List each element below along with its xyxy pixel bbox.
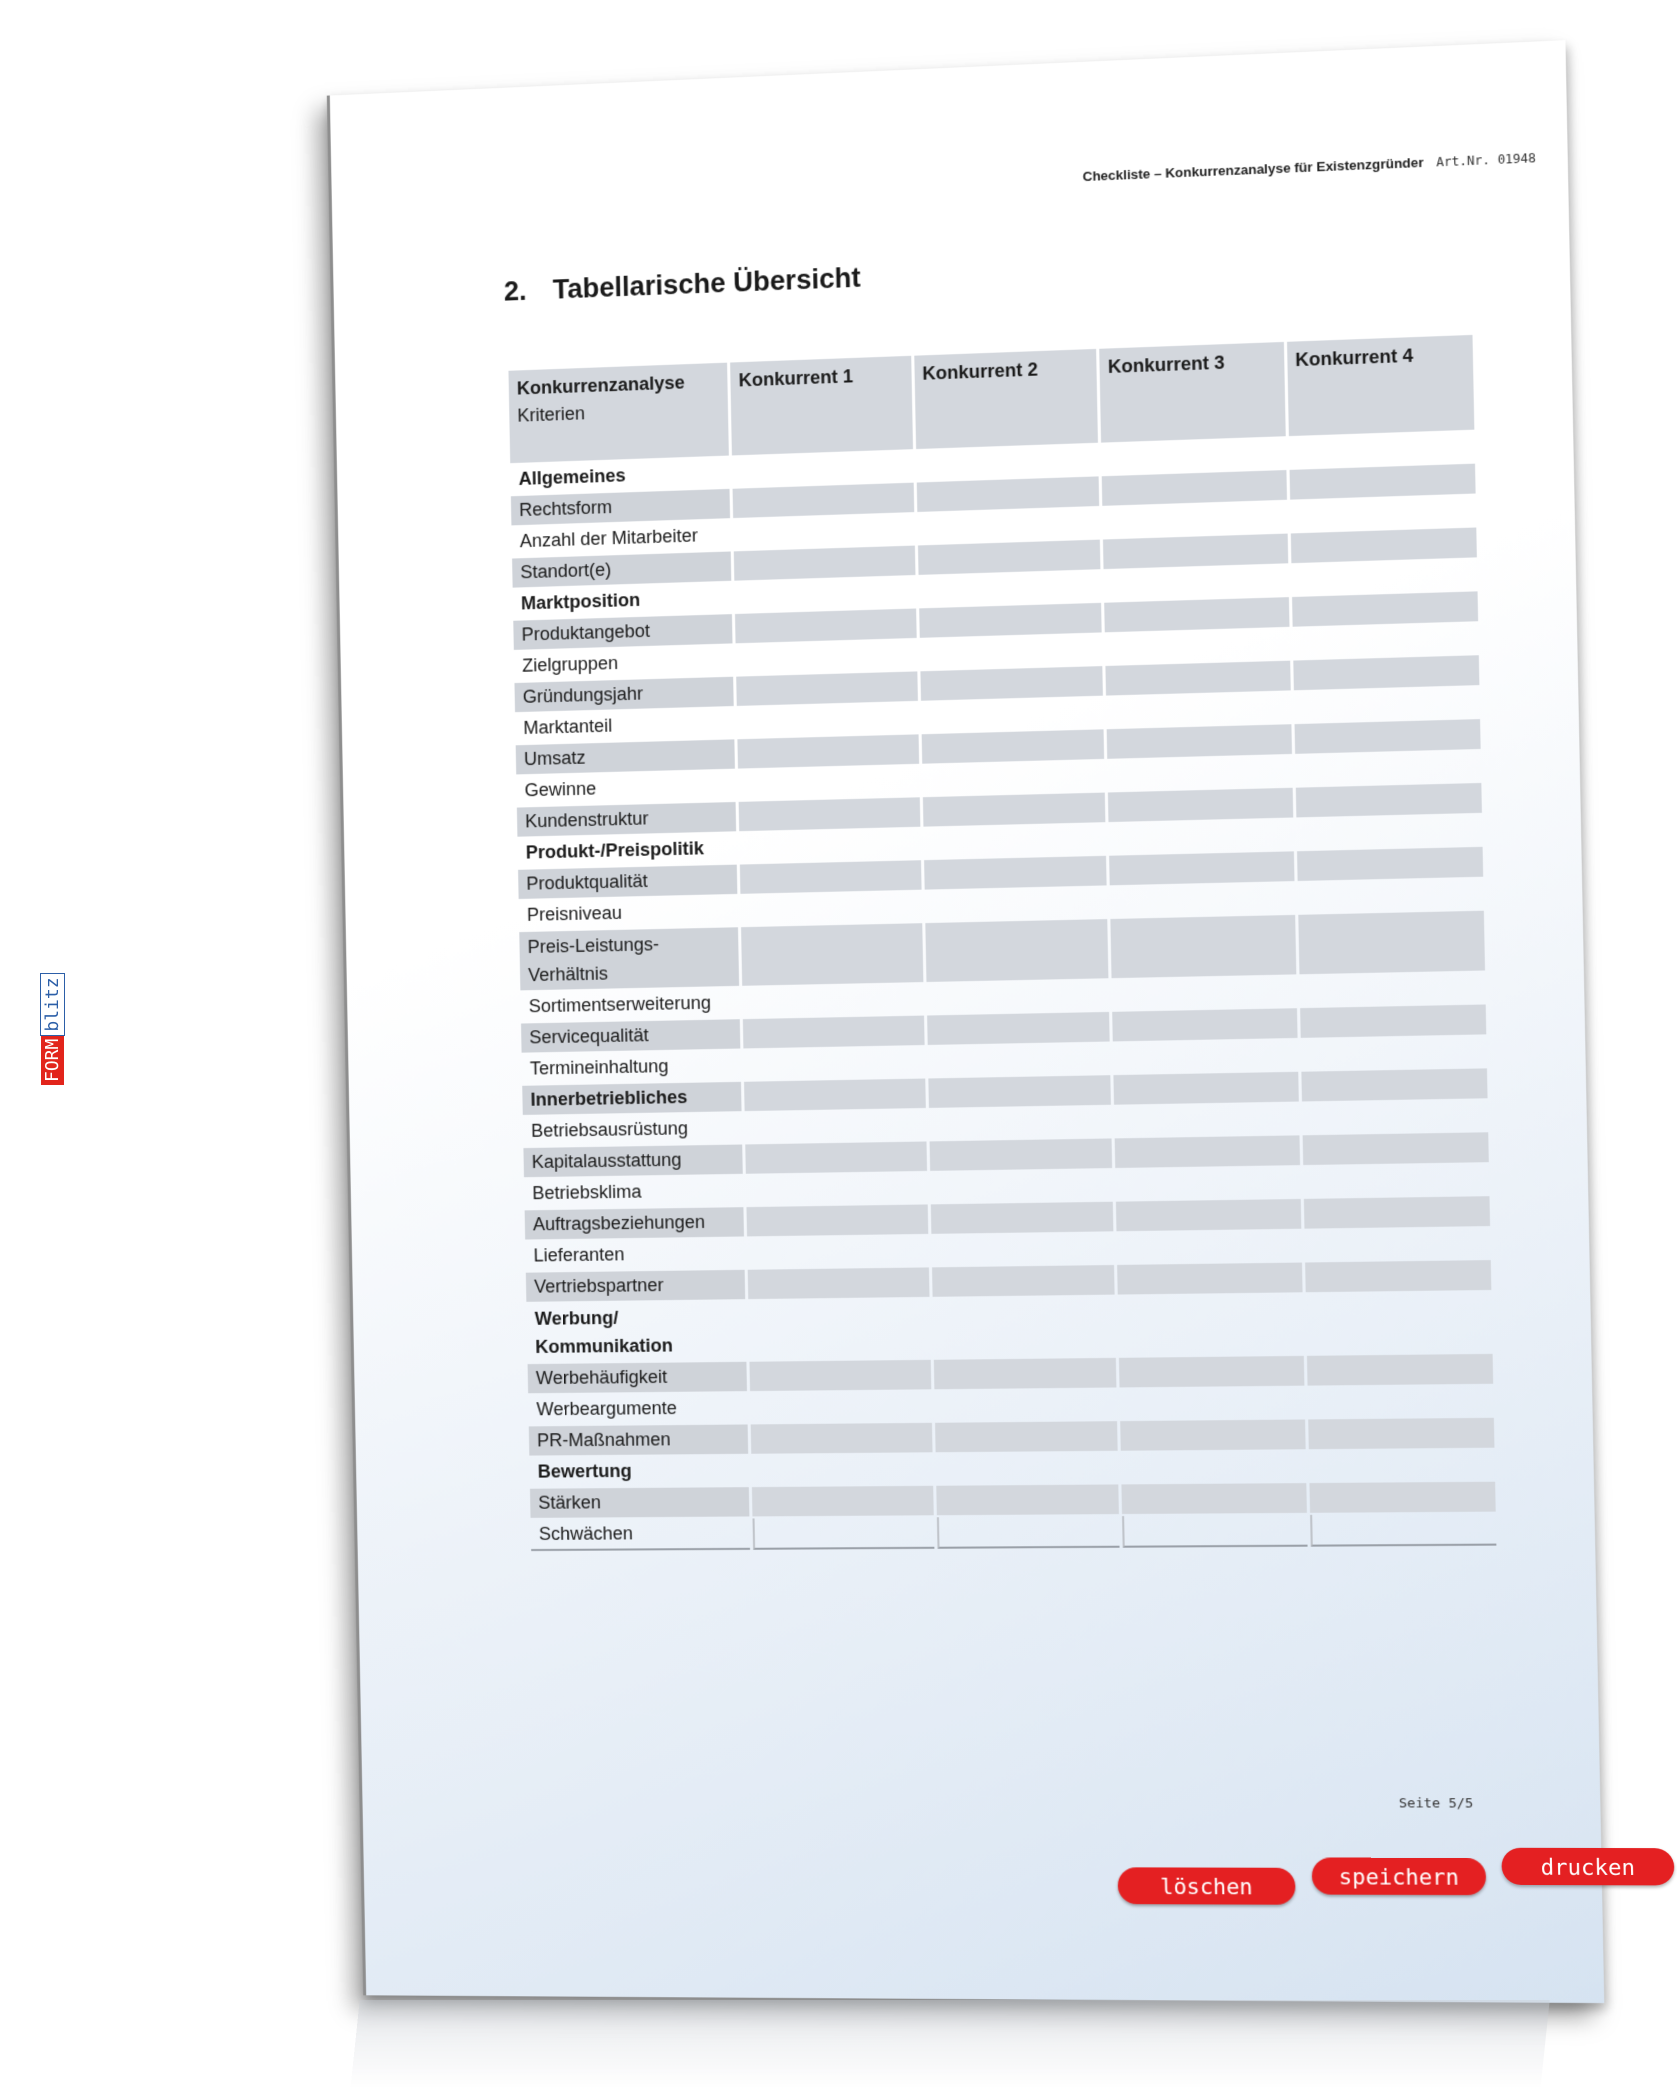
criteria-label: Gründungsjahr <box>514 677 733 712</box>
competitor-2-cell[interactable] <box>930 1170 1113 1202</box>
competitor-4-cell[interactable] <box>1295 751 1482 786</box>
competitor-3-cell[interactable] <box>1121 1451 1306 1482</box>
competitor-3-cell[interactable] <box>1120 1419 1305 1450</box>
criteria-label: Marktanteil <box>523 715 613 739</box>
criteria-header-title: Konkurrenzanalyse <box>516 372 685 399</box>
competitor-1-cell[interactable] <box>739 829 920 863</box>
article-number: Art.Nr. 01948 <box>1436 150 1536 170</box>
competitor-2-cell[interactable] <box>921 729 1104 763</box>
criteria-label: Kapitalausstattung <box>523 1145 742 1178</box>
criteria-label: Werbeargumente <box>536 1397 678 1420</box>
competitor-1-cell[interactable] <box>746 1173 927 1205</box>
competitor-3-cell[interactable] <box>1115 1167 1300 1199</box>
competitor-4-cell[interactable] <box>1303 1164 1490 1197</box>
competitor-4-cell[interactable] <box>1294 719 1481 754</box>
competitor-2-cell[interactable] <box>921 698 1104 733</box>
competitor-3-cell[interactable] <box>1113 1040 1298 1073</box>
page-number: Seite 5/5 <box>1398 1796 1474 1812</box>
competitor-3-cell[interactable] <box>1107 756 1292 790</box>
criteria-label: Umsatz <box>516 739 735 774</box>
competitor-2-cell[interactable] <box>925 919 1109 982</box>
criteria-label: Marktposition <box>520 589 641 614</box>
criteria-label: Allgemeines <box>518 465 626 489</box>
criteria-label: Betriebsausrüstung <box>530 1118 689 1141</box>
competitor-2-cell[interactable] <box>917 540 1100 575</box>
competitor-1-cell[interactable] <box>745 1110 926 1142</box>
competitor-3-cell[interactable] <box>1102 470 1287 506</box>
competitor-2-cell[interactable] <box>927 1044 1110 1077</box>
competitor-2-cell[interactable] <box>919 634 1102 669</box>
criteria-label: Gewinne <box>524 778 597 801</box>
table-row <box>526 1292 1492 1362</box>
competitor-2-cell[interactable] <box>926 980 1109 1013</box>
competitor-4-cell[interactable] <box>1290 527 1477 563</box>
competitor-2-cell[interactable] <box>920 666 1103 701</box>
competitor-4-cell[interactable] <box>1288 432 1475 468</box>
competitor-3-cell[interactable] <box>1110 915 1295 978</box>
table-row <box>529 1418 1495 1456</box>
document-header <box>1043 150 1536 186</box>
competitor-2-cell[interactable] <box>931 1233 1114 1265</box>
competitor-1-cell[interactable] <box>751 1423 932 1454</box>
competitor-3-cell[interactable] <box>1115 1135 1300 1168</box>
criteria-label: Produkt-/Preispolitik <box>525 838 705 863</box>
table-row <box>529 1450 1495 1487</box>
competitor-3-cell[interactable] <box>1121 1483 1306 1514</box>
competitor-3-cell[interactable] <box>1108 788 1293 822</box>
competitor-4-cell[interactable] <box>1290 496 1477 532</box>
competitor-3-cell[interactable] <box>1119 1356 1304 1388</box>
competitor-2-cell[interactable] <box>928 1107 1111 1140</box>
delete-button[interactable]: löschen <box>1117 1867 1295 1904</box>
competitor-4-cell[interactable] <box>1291 559 1478 595</box>
criteria-label: Lieferanten <box>533 1244 625 1266</box>
competitor-4-cell[interactable] <box>1299 973 1486 1007</box>
competitor-1-cell[interactable] <box>743 1047 924 1080</box>
competitor-1-cell[interactable] <box>732 451 913 487</box>
competitor-2-cell[interactable] <box>930 1202 1113 1234</box>
competitor-4-cell[interactable] <box>1301 1100 1488 1133</box>
criteria-label: Produktangebot <box>513 614 732 650</box>
table-row <box>530 1482 1496 1518</box>
criteria-label: Zielgruppen <box>522 652 619 676</box>
section-title: Tabellarische Übersicht <box>552 262 861 305</box>
competitor-1-cell[interactable] <box>749 1360 930 1391</box>
table-row <box>531 1514 1497 1551</box>
logo-blitz-part: blitz <box>40 973 65 1035</box>
document-page <box>327 40 1636 2003</box>
competitor-4-cell[interactable] <box>1292 591 1479 626</box>
competitor-1-cell[interactable] <box>741 923 923 986</box>
competitor-1-cell[interactable] <box>734 546 915 581</box>
competitor-3-cell[interactable] <box>1112 1008 1297 1041</box>
competitor-1-cell[interactable] <box>748 1267 929 1299</box>
competitor-2-cell[interactable] <box>922 761 1105 795</box>
competitor-3-cell[interactable] <box>1104 565 1289 600</box>
competitor-1-cell[interactable] <box>751 1454 932 1485</box>
competitor-3-cell[interactable] <box>1117 1231 1302 1263</box>
competitor-3-cell[interactable] <box>1116 1199 1301 1231</box>
competitor-1-cell[interactable] <box>740 892 921 925</box>
competitor-3-cell[interactable] <box>1106 692 1291 727</box>
competitor-1-cell[interactable] <box>752 1517 933 1550</box>
competitor-4-cell[interactable] <box>1305 1292 1492 1354</box>
competitor-1-cell[interactable] <box>739 797 920 831</box>
competitor-2-cell[interactable] <box>933 1358 1116 1389</box>
criteria-header-subtitle: Kriterien <box>517 403 586 426</box>
criteria-label: Preis-Leistungs-Verhältnis <box>519 927 739 990</box>
criteria-label: Stärken <box>530 1487 749 1518</box>
criteria-label: PR-Maßnahmen <box>529 1424 748 1455</box>
competitor-1-cell[interactable] <box>748 1299 930 1360</box>
criteria-label: Kundenstruktur <box>517 802 736 837</box>
competitor-1-cell[interactable] <box>742 984 923 1017</box>
competitor-3-cell[interactable] <box>1102 502 1287 538</box>
competitor-4-header: Konkurrent 4 <box>1287 335 1475 436</box>
competitor-3-cell[interactable] <box>1101 438 1286 474</box>
save-button[interactable]: speichern <box>1312 1858 1487 1896</box>
competitor-2-cell[interactable] <box>934 1390 1117 1421</box>
competitor-analysis-table <box>505 333 1499 1553</box>
competitor-3-cell[interactable] <box>1103 534 1288 570</box>
competitor-2-cell[interactable] <box>917 508 1100 543</box>
competitor-2-cell[interactable] <box>924 887 1107 921</box>
competitor-2-cell[interactable] <box>935 1453 1118 1484</box>
competitor-1-cell[interactable] <box>738 766 919 800</box>
competitor-2-header: Konkurrent 2 <box>914 349 1098 449</box>
competitor-3-cell[interactable] <box>1118 1294 1303 1355</box>
competitor-1-cell[interactable] <box>734 577 915 612</box>
criteria-label: Schwächen <box>531 1518 750 1551</box>
criteria-label: Innerbetriebliches <box>522 1082 741 1115</box>
criteria-header <box>508 363 728 463</box>
competitor-4-cell[interactable] <box>1309 1482 1496 1513</box>
competitor-4-cell[interactable] <box>1292 623 1479 658</box>
competitor-2-cell[interactable] <box>923 824 1106 858</box>
criteria-label: Werbehäufigkeit <box>528 1362 747 1393</box>
criteria-label: Termineinhaltung <box>529 1055 669 1079</box>
competitor-4-cell[interactable] <box>1310 1514 1497 1547</box>
competitor-2-cell[interactable] <box>929 1138 1112 1170</box>
competitor-1-cell[interactable] <box>737 734 918 768</box>
competitor-2-cell[interactable] <box>935 1421 1118 1452</box>
competitor-1-cell[interactable] <box>740 860 921 894</box>
competitor-4-cell[interactable] <box>1306 1354 1493 1386</box>
competitor-2-cell[interactable] <box>918 571 1101 606</box>
competitor-1-cell[interactable] <box>743 1016 924 1049</box>
competitor-1-cell[interactable] <box>745 1141 926 1173</box>
logo-form-part: FORM <box>41 1036 64 1085</box>
competitor-2-cell[interactable] <box>927 1012 1110 1045</box>
competitor-1-cell[interactable] <box>747 1236 928 1268</box>
competitor-4-cell[interactable] <box>1300 1036 1487 1069</box>
competitor-4-cell[interactable] <box>1304 1228 1491 1260</box>
criteria-label: Bewertung <box>537 1460 632 1482</box>
competitor-1-cell[interactable] <box>733 483 914 518</box>
criteria-label: Vertriebspartner <box>526 1270 745 1302</box>
formblitz-logo <box>42 973 63 1085</box>
competitor-4-cell[interactable] <box>1300 1004 1487 1037</box>
section-heading <box>504 262 861 307</box>
criteria-label: Produktqualität <box>518 865 737 899</box>
competitor-3-cell[interactable] <box>1105 661 1290 696</box>
table-body <box>510 432 1496 1551</box>
page-reflection <box>350 2000 1549 2090</box>
competitor-4-cell[interactable] <box>1297 847 1484 881</box>
competitor-1-cell[interactable] <box>746 1204 927 1236</box>
criteria-label: Betriebsklima <box>532 1181 642 1204</box>
competitor-3-cell[interactable] <box>1104 597 1289 632</box>
competitor-4-cell[interactable] <box>1303 1196 1490 1228</box>
competitor-4-cell[interactable] <box>1289 464 1476 500</box>
competitor-1-cell[interactable] <box>737 703 918 737</box>
competitor-4-cell[interactable] <box>1298 911 1485 975</box>
print-button[interactable]: drucken <box>1501 1848 1674 1886</box>
section-number: 2. <box>503 275 527 307</box>
competitor-4-cell[interactable] <box>1308 1418 1495 1449</box>
competitor-1-cell[interactable] <box>750 1391 931 1422</box>
criteria-label: Preisniveau <box>526 902 623 925</box>
criteria-label: Standort(e) <box>512 551 731 587</box>
competitor-2-cell[interactable] <box>932 1297 1116 1358</box>
competitor-1-header: Konkurrent 1 <box>730 356 912 456</box>
criteria-label: Rechtsform <box>511 489 730 526</box>
competitor-3-cell[interactable] <box>1109 820 1294 854</box>
competitor-3-cell[interactable] <box>1117 1263 1302 1295</box>
competitor-3-cell[interactable] <box>1122 1515 1307 1548</box>
competitor-3-cell[interactable] <box>1110 883 1295 917</box>
competitor-4-cell[interactable] <box>1293 687 1480 722</box>
competitor-3-cell[interactable] <box>1114 1104 1299 1137</box>
competitor-2-cell[interactable] <box>922 793 1105 827</box>
competitor-4-cell[interactable] <box>1305 1260 1492 1292</box>
competitor-3-cell[interactable] <box>1120 1388 1305 1419</box>
competitor-3-cell[interactable] <box>1113 1072 1298 1105</box>
criteria-label: Werbung/ Kommunikation <box>534 1307 674 1358</box>
competitor-4-cell[interactable] <box>1307 1386 1494 1418</box>
competitor-2-cell[interactable] <box>936 1516 1119 1549</box>
competitor-1-cell[interactable] <box>736 671 917 706</box>
competitor-1-cell[interactable] <box>744 1079 925 1112</box>
competitor-4-cell[interactable] <box>1308 1450 1495 1481</box>
competitor-2-cell[interactable] <box>928 1075 1111 1108</box>
criteria-label: Anzahl der Mitarbeiter <box>519 525 699 552</box>
competitor-1-cell[interactable] <box>752 1486 933 1517</box>
competitor-2-cell[interactable] <box>932 1265 1115 1297</box>
criteria-label: Auftragsbeziehungen <box>525 1207 744 1239</box>
criteria-label: Servicequalität <box>521 1019 740 1052</box>
competitor-1-cell[interactable] <box>735 609 916 644</box>
competitor-1-cell[interactable] <box>733 514 914 549</box>
competitor-2-cell[interactable] <box>916 476 1099 512</box>
document-title: Checkliste – Konkurrenzanalyse für Existenzgründer <box>1082 154 1424 185</box>
competitor-4-cell[interactable] <box>1302 1132 1489 1165</box>
criteria-label: Sortimentserweiterung <box>528 992 712 1017</box>
competitor-4-cell[interactable] <box>1295 783 1482 817</box>
competitor-4-cell[interactable] <box>1296 815 1483 849</box>
competitor-3-cell[interactable] <box>1105 629 1290 664</box>
competitor-2-cell[interactable] <box>924 856 1107 890</box>
competitor-4-cell[interactable] <box>1297 879 1484 913</box>
competitor-4-cell[interactable] <box>1293 655 1480 690</box>
competitor-2-cell[interactable] <box>919 603 1102 638</box>
competitor-2-cell[interactable] <box>916 445 1099 481</box>
competitor-4-cell[interactable] <box>1301 1068 1488 1101</box>
competitor-2-cell[interactable] <box>936 1484 1119 1515</box>
competitor-3-cell[interactable] <box>1107 724 1292 759</box>
competitor-3-cell[interactable] <box>1112 976 1297 1009</box>
competitor-3-header: Konkurrent 3 <box>1099 342 1285 443</box>
competitor-1-cell[interactable] <box>736 640 917 675</box>
competitor-3-cell[interactable] <box>1109 851 1294 885</box>
